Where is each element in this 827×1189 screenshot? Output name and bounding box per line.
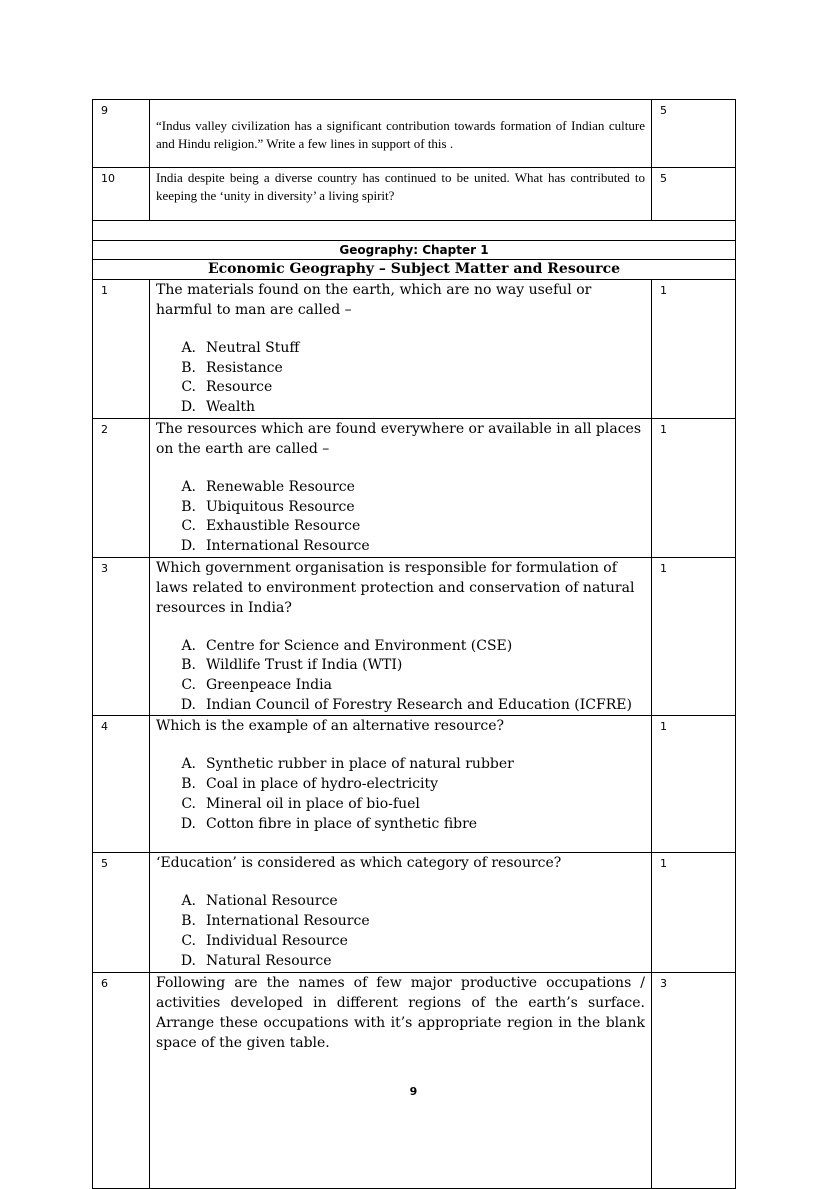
question-row-5 [93, 853, 736, 973]
section-heading: Geography: Chapter 1 [93, 241, 736, 260]
option-item [156, 517, 645, 537]
mcq-table [92, 279, 736, 1189]
option-letter: D. [180, 815, 196, 832]
question-marks: 1 [652, 280, 736, 419]
section-subheading-row [93, 260, 736, 280]
option-text: Neutral Stuff [206, 340, 300, 356]
section-subheading: Economic Geography – Subject Matter and Resource [93, 260, 736, 280]
option-item [156, 815, 645, 835]
option-letter: B. [181, 359, 196, 376]
option-item [156, 656, 645, 676]
question-number: 6 [93, 973, 150, 1189]
question-number: 1 [93, 280, 150, 419]
option-item [156, 892, 645, 912]
question-text: Which government organisation is responsible for formulation of laws related to environment protection and conservation of natural resources in India? [156, 559, 635, 616]
question-marks: 1 [652, 853, 736, 973]
question-text: Following are the names of few major productive occupations / activities developed in different regions of the earth’s surface. Arrange these occupations with it’s appropriate region in the blank space of the given table. [156, 975, 645, 1052]
question-number: 3 [93, 557, 150, 716]
option-letter: D. [180, 696, 196, 713]
question-row-9 [93, 100, 736, 168]
option-list [156, 892, 645, 971]
question-row-6 [93, 973, 736, 1189]
option-text: Centre for Science and Environment (CSE) [206, 637, 513, 654]
spacer-row [93, 221, 736, 241]
option-letter: B. [181, 776, 196, 793]
option-letter: A. [181, 340, 196, 356]
option-text: Resistance [206, 359, 283, 376]
option-letter: C. [181, 677, 196, 694]
option-text: Synthetic rubber in place of natural rubber [206, 756, 514, 773]
option-item [156, 398, 645, 418]
question-text: The materials found on the earth, which are no way useful or harmful to man are called – [156, 282, 592, 318]
question-text: ‘Education’ is considered as which category of resource? [156, 855, 562, 872]
option-letter: D. [180, 952, 196, 969]
question-marks: 1 [652, 716, 736, 853]
question-number: 9 [93, 100, 150, 168]
option-text: Coal in place of hydro-electricity [206, 776, 439, 793]
option-list [156, 637, 645, 716]
question-number: 5 [93, 853, 150, 973]
question-row-3 [93, 557, 736, 716]
question-marks: 1 [652, 557, 736, 716]
option-letter: C. [181, 795, 196, 812]
question-row-2 [93, 418, 736, 557]
option-item [156, 478, 645, 498]
option-text: Wildlife Trust if India (WTI) [206, 657, 403, 674]
option-item [156, 359, 645, 379]
option-text: Mineral oil in place of bio-fuel [206, 795, 420, 812]
option-text: International Resource [206, 537, 370, 554]
option-item [156, 932, 645, 952]
option-letter: B. [181, 657, 196, 674]
question-marks: 1 [652, 418, 736, 557]
question-number: 2 [93, 418, 150, 557]
option-item [156, 696, 645, 716]
question-number: 4 [93, 716, 150, 853]
question-marks: 5 [652, 168, 736, 221]
option-text: National Resource [206, 893, 338, 910]
option-item [156, 775, 645, 795]
option-item [156, 755, 645, 775]
question-row-1 [93, 280, 736, 419]
question-row-4 [93, 716, 736, 853]
option-letter: A. [181, 478, 196, 495]
question-text: “Indus valley civilization has a significant contribution towards formation of Indian culture and Hindu religion.” Write a few lines in support of this . [156, 118, 645, 151]
option-letter: B. [181, 498, 196, 515]
question-text: India despite being a diverse country has continued to be united. What has contributed to keeping the ‘unity in diversity’ a living spirit? [156, 170, 645, 203]
option-letter: D. [180, 537, 196, 554]
option-letter: A. [181, 756, 196, 773]
question-marks: 5 [652, 100, 736, 168]
option-letter: D. [180, 399, 196, 416]
option-item [156, 676, 645, 696]
option-text: Greenpeace India [206, 677, 332, 694]
option-item [156, 378, 645, 398]
question-row-10 [93, 168, 736, 221]
question-table [92, 99, 736, 280]
option-text: Individual Resource [206, 932, 348, 949]
option-text: Exhaustible Resource [206, 518, 361, 535]
option-list [156, 478, 645, 557]
option-letter: C. [181, 518, 196, 535]
option-letter: C. [181, 932, 196, 949]
section-heading-row [93, 241, 736, 260]
option-list [156, 755, 645, 834]
option-item [156, 498, 645, 518]
option-item [156, 637, 645, 657]
option-letter: C. [181, 379, 196, 396]
page-number: 9 [409, 1085, 418, 1098]
option-text: Resource [206, 379, 273, 396]
option-list [156, 339, 645, 418]
option-text: International Resource [206, 913, 370, 930]
option-text: Ubiquitous Resource [206, 498, 355, 515]
question-marks: 3 [652, 973, 736, 1189]
option-item [156, 795, 645, 815]
question-text: Which is the example of an alternative resource? [156, 718, 505, 735]
option-text: Natural Resource [206, 952, 332, 969]
option-item [156, 952, 645, 972]
option-text: Renewable Resource [206, 478, 355, 495]
option-letter: A. [181, 893, 196, 910]
option-text: Indian Council of Forestry Research and Education (ICFRE) [206, 696, 632, 713]
question-text: The resources which are found everywhere or available in all places on the earth are called – [156, 420, 642, 457]
question-number: 10 [93, 168, 150, 221]
option-letter: B. [181, 913, 196, 930]
option-item [156, 912, 645, 932]
option-item [156, 339, 645, 359]
option-text: Cotton fibre in place of synthetic fibre [206, 815, 478, 832]
option-item [156, 537, 645, 557]
option-letter: A. [181, 637, 196, 654]
option-text: Wealth [206, 399, 255, 416]
